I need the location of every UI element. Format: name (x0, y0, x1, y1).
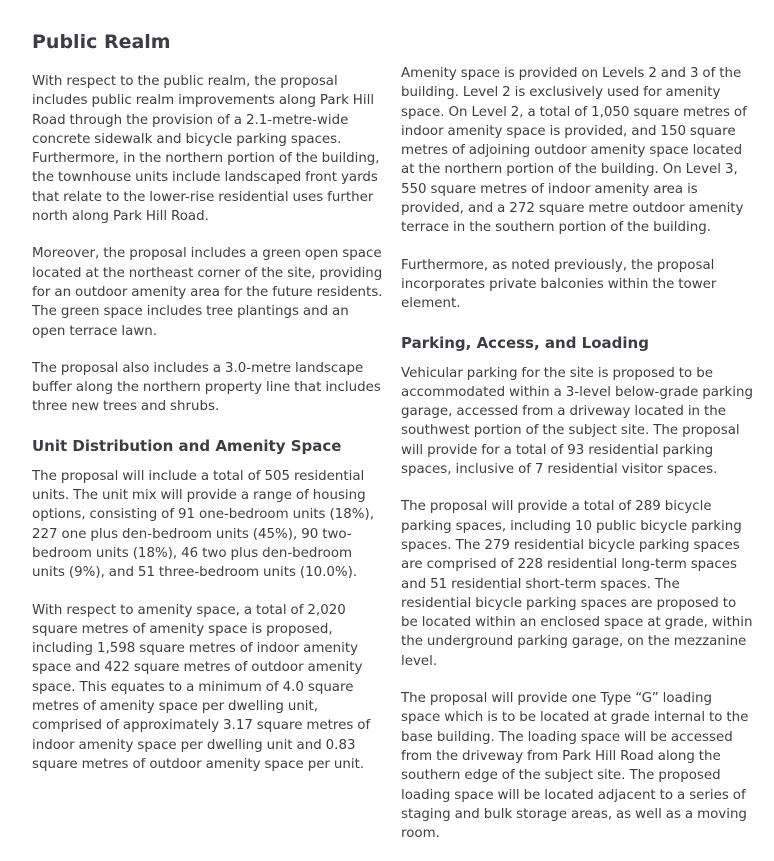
paragraph-parking-1: Vehicular parking for the site is proposed to be accommodated within a 3-level below-grade parking garage, accessed from a driveway located in the southwest portion of the subject site. The proposal will provide for a total of 93 residential parking spaces, inclusive of 7 residential visitor spaces. (401, 365, 753, 478)
section-heading-parking: Parking, Access, and Loading (401, 333, 649, 352)
left-column (32, 26, 384, 792)
paragraph-parking-3: The proposal will provide one Type “G” loading space which is to be located at grade internal to the base building. The loading space will be accessed from the driveway from Park Hill Road along the southern edge of the subject site. The proposed loading space will be located adjacent to a series of staging and bulk storage areas, as well as a moving room. (401, 691, 749, 842)
section-heading-unit-distribution: Unit Distribution and Amenity Space (32, 436, 342, 455)
page-title: Public Realm (32, 31, 171, 53)
paragraph-amenity-2: Furthermore, as noted previously, the proposal incorporates private balconies within the tower element. (401, 257, 717, 312)
paragraph-public-realm-3: The proposal also includes a 3.0-metre landscape buffer along the northern property line that includes three new trees and shrubs. (32, 360, 381, 415)
paragraph-public-realm-2: Moreover, the proposal includes a green open space located at the northeast corner of the site, providing for an outdoor amenity area for the future residents. The green space includes tree plantings and an open terrace lawn. (32, 246, 383, 339)
paragraph-amenity-1: Amenity space is provided on Levels 2 and 3 of the building. Level 2 is exclusively used for amenity space. On Level 2, a total of 1,050 square metres of indoor amenity space is provided, and 150 square metres of adjoining outdoor amenity space located at the northern portion of the building. On Level 3, 550 square metres of indoor amenity area is provided, and a 272 square metre outdoor amenity terrace in the southern portion of the building. (401, 66, 747, 236)
paragraph-parking-2: The proposal will provide a total of 289 bicycle parking spaces, including 10 public bicycle parking spaces. The 279 residential bicycle parking spaces are comprised of 228 residential long-term spaces and 51 residential short-term spaces. The residential bicycle parking spaces are proposed to be located within an enclosed space at grade, within the underground parking garage, on the mezzanine level. (401, 499, 753, 669)
paragraph-unit-2: With respect to amenity space, a total of 2,020 square metres of amenity space is proposed, including 1,598 square metres of indoor amenity space and 422 square metres of outdoor amenity space. This equates to a minimum of 4.0 square metres of amenity space per dwelling unit, comprised of approximately 3.17 square metres of indoor amenity space per dwelling unit and 0.83 square metres of outdoor amenity space per unit. (32, 602, 371, 772)
paragraph-public-realm-1: With respect to the public realm, the proposal includes public realm improvements along Park Hill Road through the provision of a 2.1-metre-wide concrete sidewalk and bicycle parking spaces. Furthermore, in the northern portion of the building, the townhouse units include landscaped front yards that relate to the lower-rise residential uses further north along Park Hill Road. (32, 74, 380, 225)
right-column (401, 64, 753, 861)
paragraph-unit-1: The proposal will include a total of 505 residential units. The unit mix will provide a range of housing options, consisting of 91 one-bedroom units (18%), 227 one plus den-bedroom units (45%), 90 two-bedroom units (18%), 46 two plus den-bedroom units (9%), and 51 three-bedroom units (10.0%). (32, 468, 374, 581)
